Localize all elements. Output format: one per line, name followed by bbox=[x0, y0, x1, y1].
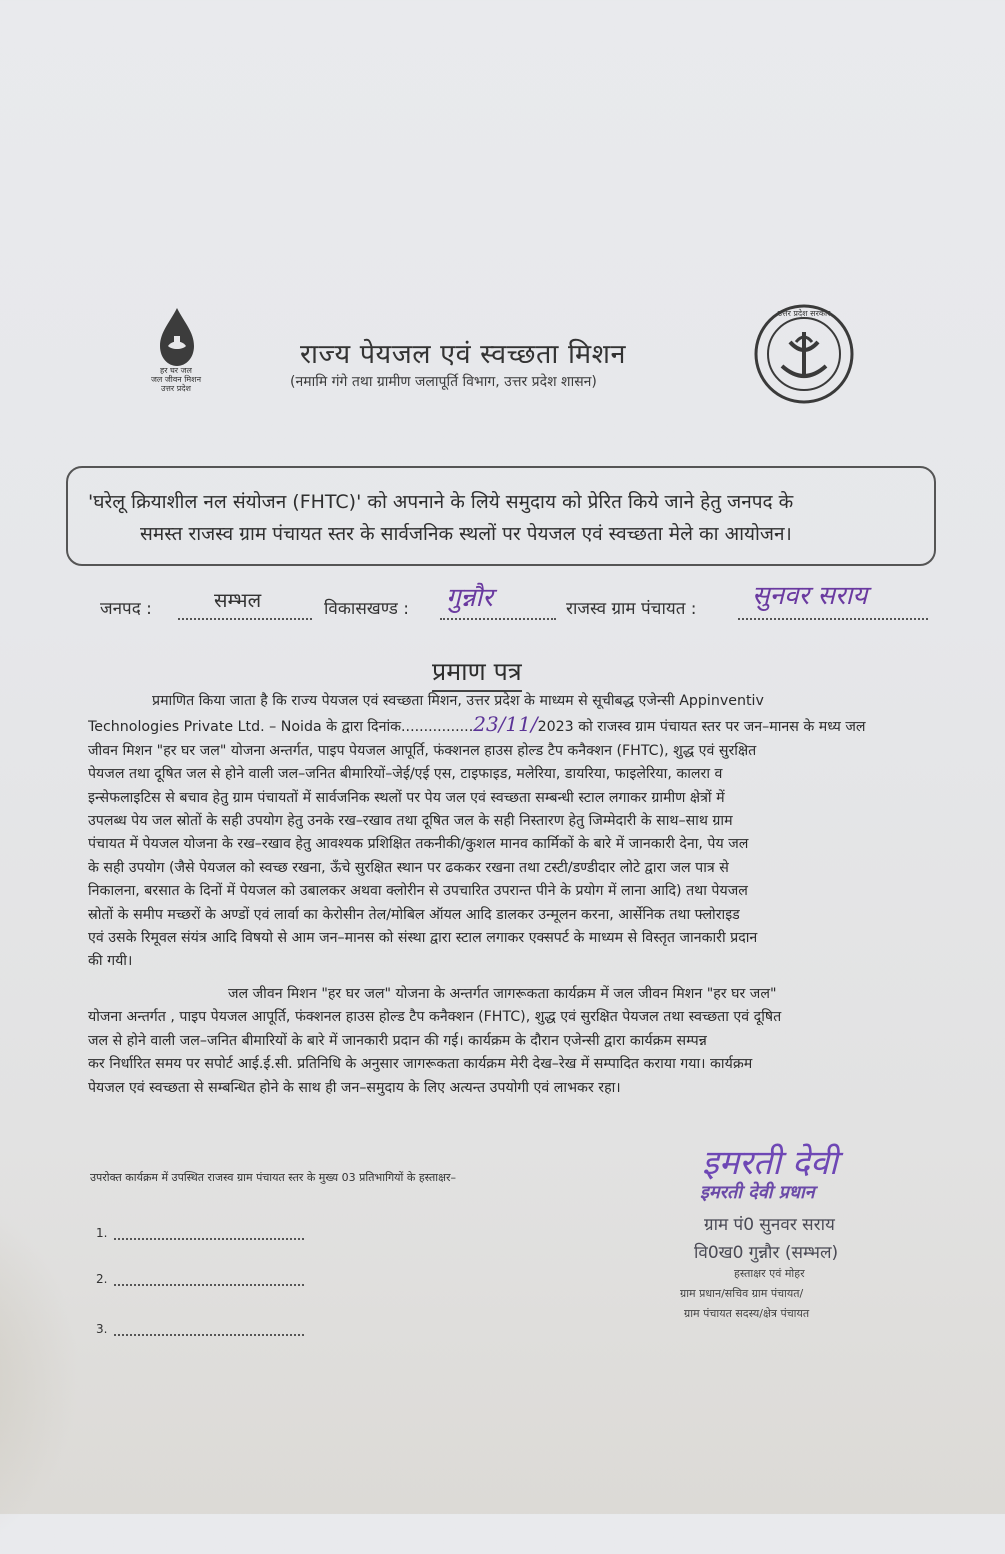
district-value: सम्भल bbox=[214, 588, 262, 612]
para1-line-2-text: Technologies Private Ltd. – Noida के द्वारा दिनांक bbox=[88, 719, 402, 736]
signature-slot-2-line bbox=[114, 1284, 304, 1286]
block-dotted-line bbox=[440, 618, 556, 620]
panchayat-value: सुनवर सराय bbox=[752, 581, 868, 611]
certificate-title: प्रमाण पत्र bbox=[432, 654, 522, 692]
up-government-seal bbox=[752, 302, 856, 406]
stamp-block: वि0ख0 गुन्नौर (सम्भल) bbox=[694, 1243, 839, 1263]
panchayat-label: राजस्व ग्राम पंचायत : bbox=[566, 599, 697, 619]
signature-slot-3-line bbox=[114, 1334, 304, 1336]
para2-line-2: योजना अन्तर्गत , पाइप पेयजल आपूर्ति, फंक्शनल हाउस होल्ड टैप कनैक्शन (FHTC), शुद्ध एवं सुरक्षित पेयजल तथा स्वच्छता एवं दूषित bbox=[88, 1009, 782, 1026]
logo-caption-line-3: उत्तर प्रदेश bbox=[161, 384, 191, 393]
signature-slot-2 bbox=[96, 1272, 107, 1286]
notice-line-2: समस्त राजस्व ग्राम पंचायत स्तर के सार्वजनिक स्थलों पर पेयजल एवं स्वच्छता मेले का आयोजन। bbox=[140, 523, 792, 545]
panchayat-dotted-line bbox=[738, 618, 928, 620]
date-dots: ................ bbox=[401, 719, 474, 736]
notice-box bbox=[66, 466, 936, 566]
signature-slot-1 bbox=[96, 1226, 107, 1240]
para2-line-4: कर निर्धारित समय पर सपोर्ट आई.ई.सी. प्रतिनिधि के अनुसार जागरूकता कार्यक्रम मेरी देख–रेख में सम्पादित कराया गया। कार्यक्रम bbox=[88, 1056, 753, 1073]
para1-line-12: की गयी। bbox=[88, 953, 133, 970]
district-label: जनपद : bbox=[100, 599, 152, 619]
para2-line-3: जल से होने वाली जल–जनित बीमारियों के बारे में जानकारी प्रदान की गई। कार्यक्रम के दौरान एजेन्सी द्वारा कार्यक्रम सम्पन्न bbox=[88, 1032, 707, 1049]
stamp-name: इमरती देवी प्रधान bbox=[700, 1182, 815, 1203]
signature-slot-2-number: 2. bbox=[96, 1272, 108, 1286]
signature-slot-1-line bbox=[114, 1238, 304, 1240]
mission-title: राज्य पेयजल एवं स्वच्छता मिशन bbox=[300, 339, 626, 370]
para1-line-9: निकालना, बरसात के दिनों में पेयजल को उबालकर अथवा क्लोरीन से उपचारित उपरान्त पीने के प्रयोग में लाना आदि) तथा पेयजल bbox=[88, 883, 748, 900]
para1-line-3: जीवन मिशन "हर घर जल" योजना अन्तर्गत, पाइप पेयजल आपूर्ति, फंक्शनल हाउस होल्ड टैप कनैक्शन (FHTC), शुद्ध एवं सुरक्षित bbox=[88, 742, 757, 759]
district-dotted-line bbox=[178, 618, 312, 620]
stamp-role-1: ग्राम प्रधान/सचिव ग्राम पंचायत/ bbox=[680, 1287, 804, 1300]
para1-line-2 bbox=[88, 713, 936, 739]
logo-caption-line-1: हर घर जल bbox=[160, 366, 192, 375]
para1-line-5: इन्सेफलाइटिस से बचाव हेतु ग्राम पंचायतों में सार्वजनिक स्थलों पर पेय जल एवं स्वच्छता सम्बन्धी स्टाल लगाकर ग्रामीण क्षेत्रों में bbox=[88, 789, 725, 806]
para1-line-2-suffix: को राजस्व ग्राम पंचायत स्तर पर जन–मानस के मध्य जल bbox=[578, 719, 866, 736]
signature-slot-3-number: 3. bbox=[96, 1322, 108, 1336]
logo-caption-line-2: जल जीवन मिशन bbox=[150, 375, 202, 384]
stamp-gram-panchayat: ग्राम पं0 सुनवर सराय bbox=[704, 1215, 835, 1235]
para1-line-11: एवं उसके रिमूवल संयंत्र आदि विषयो से आम जन–मानस को संस्था द्वारा स्टाल लगाकर एक्सपर्ट के माध्यम से विस्तृत जानकारी प्रदान bbox=[88, 930, 758, 947]
stamp-caption: हस्ताक्षर एवं मोहर bbox=[734, 1267, 805, 1280]
pradhan-signature: इमरती देवी bbox=[702, 1143, 838, 1183]
seal-text: उत्तर प्रदेश सरकार bbox=[777, 309, 831, 318]
certificate-paragraph-2 bbox=[88, 983, 936, 1100]
stamp-role-2: ग्राम पंचायत सदस्य/क्षेत्र पंचायत bbox=[684, 1307, 810, 1320]
para1-line-8: के सही उपयोग (जैसे पेयजल को स्वच्छ रखना, ऊँचे सुरक्षित स्थान पर ढककर रखना तथा टस्टी/डण्डीदार लोटे द्वारा जल पात्र से bbox=[88, 859, 729, 876]
para1-line-1: प्रमाणित किया जाता है कि राज्य पेयजल एवं स्वच्छता मिशन, उत्तर प्रदेश के माध्यम से सूचीबद्ध एजेन्सी Appinventiv bbox=[152, 693, 764, 709]
para1-line-6: उपलब्ध पेय जल स्रोतों के सही उपयोग हेतु उनके रख–रखाव तथा दूषित जल के सही निस्तारण हेतु जिम्मेदारी के साथ–साथ ग्राम bbox=[88, 813, 733, 830]
signature-slot-3 bbox=[96, 1322, 107, 1336]
participants-signature-intro: उपरोक्त कार्यक्रम में उपस्थित राजस्व ग्राम पंचायत स्तर के मुख्य 03 प्रतिभागियों के हस्ताक्षर– bbox=[90, 1171, 456, 1184]
certificate-paragraph-1 bbox=[88, 690, 936, 974]
page-shadow bbox=[0, 1194, 80, 1554]
para2-line-5: पेयजल एवं स्वच्छता से सम्बन्धित होने के साथ ही जन–समुदाय के लिए अत्यन्त उपयोगी एवं लाभकर रहा। bbox=[88, 1079, 621, 1096]
block-value: गुन्नौर bbox=[446, 583, 493, 613]
logo-left-caption bbox=[136, 366, 216, 393]
mission-subtitle: (नमामि गंगे तथा ग्रामीण जलापूर्ति विभाग, उत्तर प्रदेश शासन) bbox=[290, 374, 597, 390]
block-label: विकासखण्ड : bbox=[324, 599, 410, 619]
notice-line-1: 'घरेलू क्रियाशील नल संयोजन (FHTC)' को अपनाने के लिये समुदाय को प्रेरित किये जाने हेतु जनपद के bbox=[88, 491, 794, 513]
para1-line-4: पेयजल तथा दूषित जल से होने वाली जल–जनित बीमारियों–जेई/एई एस, टाइफाइड, मलेरिया, डायरिया, फाइलेरिया, कालरा व bbox=[88, 766, 723, 783]
date-handwritten: 23/11/ bbox=[473, 713, 538, 737]
para2-line-1: जल जीवन मिशन "हर घर जल" योजना के अन्तर्गत जागरूकता कार्यक्रम में जल जीवन मिशन "हर घर जल" bbox=[228, 986, 777, 1002]
signature-slot-1-number: 1. bbox=[96, 1226, 108, 1240]
para1-line-10: स्रोतों के समीप मच्छरों के अण्डों एवं लार्वा का केरोसीन तेल/मोबिल ऑयल आदि डालकर उन्मूलन करना, आर्सेनिक तथा फ्लोराइड bbox=[88, 906, 740, 923]
para1-line-7: पंचायत में पेयजल योजना के रख–रखाव हेतु आवश्यक प्रशिक्षित तकनीकी/कुशल मानव कार्मिकों के बारे में जानकारी देना, पेय जल bbox=[88, 836, 749, 853]
date-year: 2023 bbox=[537, 719, 574, 736]
